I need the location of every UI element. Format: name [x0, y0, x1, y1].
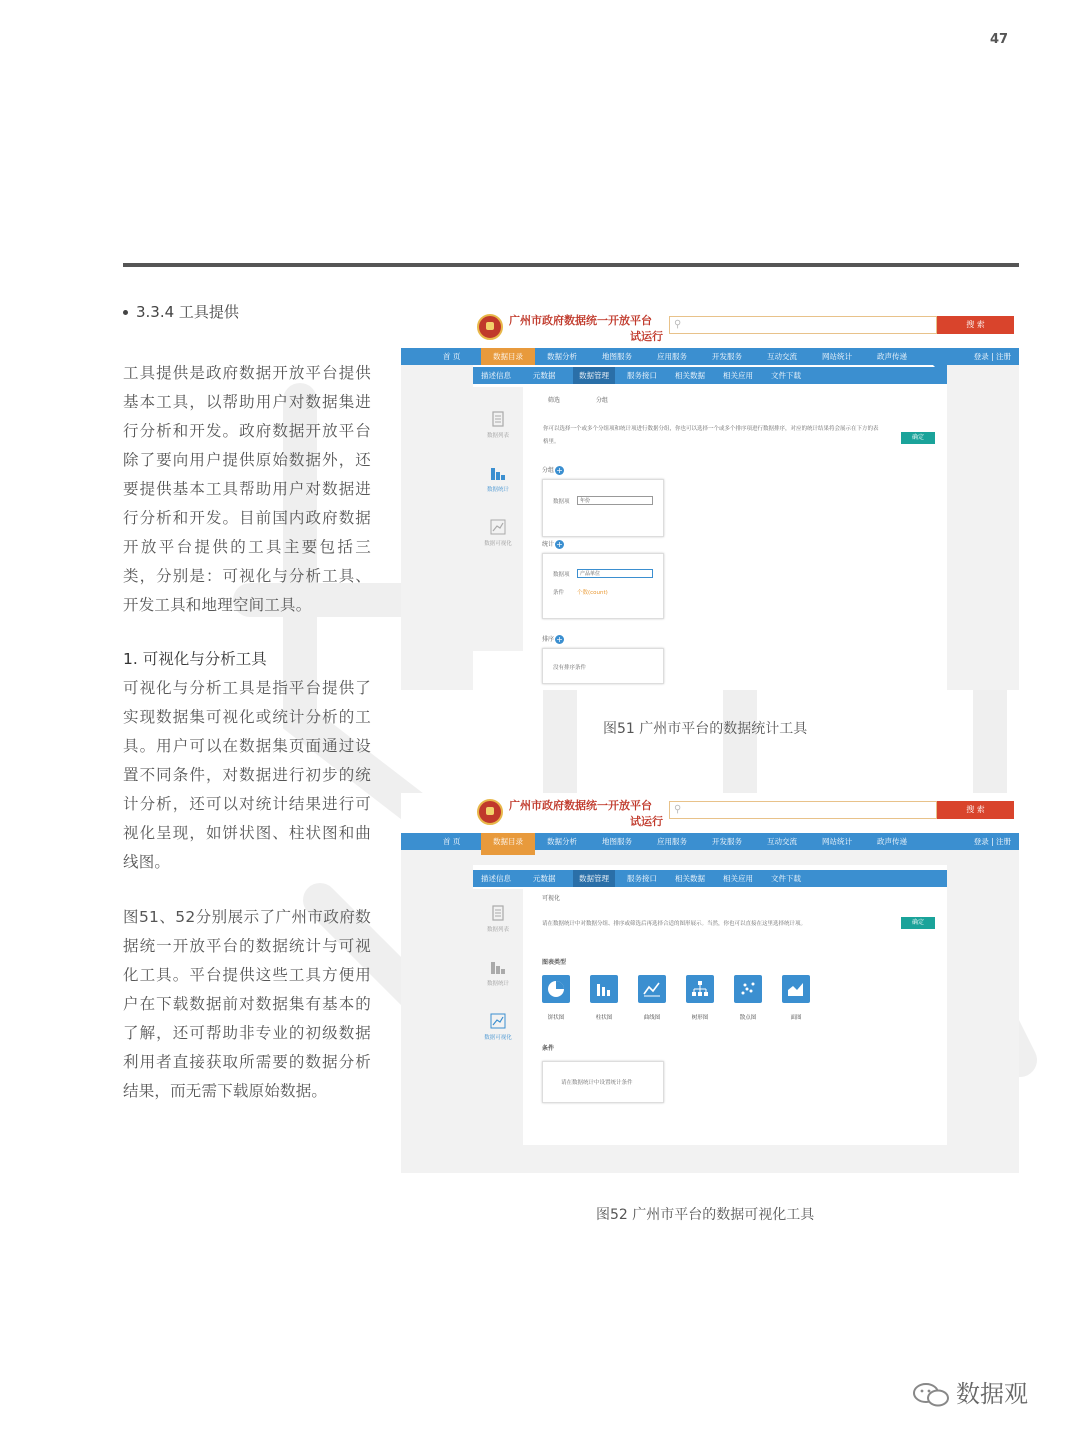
sidebar-item-visualization[interactable] [473, 1013, 523, 1041]
document-icon [490, 905, 506, 921]
nav-home[interactable]: 首 页 [443, 352, 461, 361]
line-chart-icon [490, 519, 506, 535]
visualization-content [539, 893, 939, 1143]
visualization-instruction: 请在数据统计中对数据分组、排序或筛选后再选择合适的图形展示。当然，你也可以直接在这里选择统计项。 [542, 921, 807, 927]
wechat-icon [912, 1382, 952, 1408]
tab-file-download[interactable]: 文件下载 [771, 371, 801, 380]
site-title: 广州市政府数据统一开放平台 [509, 799, 652, 812]
sub-nav [473, 870, 947, 887]
nav-interaction[interactable]: 互动交流 [767, 837, 797, 846]
group-field-label: 数据项 [553, 499, 570, 505]
search-icon: ⚲ [674, 319, 682, 330]
add-stat-icon[interactable]: + [556, 540, 563, 549]
bar-chart-type-button[interactable] [590, 975, 618, 1003]
search-button[interactable]: 搜 索 [937, 801, 1014, 819]
text-column [123, 300, 371, 1106]
scatter-chart-icon [739, 980, 757, 998]
tab-file-download[interactable]: 文件下载 [771, 874, 801, 883]
data-panel [473, 365, 947, 690]
site-subtitle: 试运行 [630, 330, 663, 343]
nav-site-stats[interactable]: 网站统计 [822, 837, 852, 846]
group-section [542, 465, 564, 475]
sidebar [473, 387, 523, 651]
bar-chart-icon [490, 465, 506, 481]
nav-login[interactable]: 登录 | 注册 [973, 837, 1011, 846]
stat-cond-label: 条件 [553, 590, 565, 596]
tab-related-apps[interactable]: 相关应用 [723, 874, 753, 883]
stat-section [542, 539, 564, 549]
nav-data-analysis[interactable]: 数据分析 [547, 352, 577, 361]
tab-filter[interactable]: 筛选 [548, 397, 561, 404]
tab-metadata[interactable]: 元数据 [533, 371, 556, 380]
page-number: 47 [990, 32, 1009, 47]
nav-map-service[interactable]: 地图服务 [602, 352, 632, 361]
sidebar-label: 数据统计 [486, 487, 509, 493]
nav-data-catalog[interactable]: 数据目录 [481, 348, 535, 370]
site-header [401, 308, 1019, 348]
document-icon [490, 411, 506, 427]
add-group-icon[interactable]: + [556, 466, 563, 475]
main-nav [401, 833, 1019, 850]
paragraph-figures: 图51、52分别展示了广州市政府数据统一开放平台的数据统计与可视化工具。平台提供这些工具方便用户在下载数据前对数据集有基本的了解，还可帮助非专业的初级数据利用者直接获取所需要的数据分析结果，而无需下载原始数据。 [123, 908, 371, 1100]
top-divider [123, 263, 1019, 267]
sort-section [542, 634, 564, 644]
chart-type-label-tree: 树形图 [691, 1015, 709, 1021]
confirm-button[interactable]: 确定 [901, 917, 935, 929]
group-label: 分组 [542, 467, 555, 474]
section-heading-text: 3.3.4 工具提供 [136, 303, 239, 321]
sidebar-label: 数据可视化 [484, 1035, 512, 1041]
section-heading [123, 300, 371, 324]
emblem-icon [477, 799, 503, 825]
sidebar-item-data-list[interactable] [473, 905, 523, 933]
group-box [542, 479, 664, 537]
main-nav [401, 348, 1019, 365]
tab-data-management[interactable]: 数据管理 [573, 367, 615, 384]
sidebar-item-data-list[interactable] [473, 411, 523, 439]
site-title: 广州市政府数据统一开放平台 [509, 314, 652, 327]
stat-box [542, 553, 664, 619]
site-header [401, 793, 1019, 833]
figure-51-screenshot [401, 308, 1019, 690]
sidebar-label: 数据列表 [486, 433, 509, 439]
nav-login[interactable]: 登录 | 注册 [973, 352, 1011, 361]
area-chart-icon [787, 980, 805, 998]
sub-nav [473, 367, 947, 384]
brand-logo [912, 1374, 1028, 1409]
nav-site-stats[interactable]: 网站统计 [822, 352, 852, 361]
bar-chart-icon [595, 980, 613, 998]
data-panel [473, 865, 947, 1145]
nav-map-service[interactable]: 地图服务 [602, 837, 632, 846]
stat-field-select[interactable]: 产品单位 [577, 569, 653, 578]
corner-tab-icon [933, 365, 947, 379]
sidebar-label: 数据列表 [486, 927, 509, 933]
stat-field-label: 数据项 [553, 572, 570, 578]
nav-policy[interactable]: 政声传递 [877, 352, 907, 361]
figure-51-caption: 图51 广州市平台的数据统计工具 [603, 721, 808, 737]
sidebar-item-data-stats[interactable] [473, 959, 523, 987]
chart-type-label: 图表类型 [542, 959, 567, 966]
tab-description[interactable]: 描述信息 [481, 371, 511, 380]
nav-data-analysis[interactable]: 数据分析 [547, 837, 577, 846]
chart-type-label-pie: 饼状图 [547, 1015, 565, 1021]
nav-app-service[interactable]: 应用服务 [657, 352, 687, 361]
stat-cond-value[interactable]: 个数(count) [577, 590, 608, 596]
nav-dev-service[interactable]: 开发服务 [712, 837, 742, 846]
chart-type-label-line: 曲线图 [643, 1015, 661, 1021]
tab-description[interactable]: 描述信息 [481, 874, 511, 883]
sidebar-item-visualization[interactable] [473, 519, 523, 547]
brand-name: 数据观 [956, 1380, 1028, 1408]
paragraph-intro: 工具提供是政府数据开放平台提供基本工具，以帮助用户对数据集进行分析和开发。政府数据开放平台除了要向用户提供原始数据外，还要提供基本工具帮助用户对数据进行分析和开发。目前国内政府数据开放平台提供的工具主要包括三类，分别是：可视化与分析工具、开发工具和地理空间工具。 [123, 364, 371, 614]
tab-metadata[interactable]: 元数据 [533, 874, 556, 883]
nav-dev-service[interactable]: 开发服务 [712, 352, 742, 361]
nav-home[interactable]: 首 页 [443, 837, 461, 846]
site-subtitle: 试运行 [630, 815, 663, 828]
tab-related-apps[interactable]: 相关应用 [723, 371, 753, 380]
tree-chart-icon [691, 980, 709, 998]
paragraph-visualization: 可视化与分析工具是指平台提供了实现数据集可视化或统计分析的工具。用户可以在数据集页面通过设置不同条件，对数据进行初步的统计分析，还可以对统计结果进行可视化呈现，如饼状图、柱状图和曲线图。 [123, 679, 371, 871]
subheading-visualization-tools: 1. 可视化与分析工具 [123, 650, 267, 668]
sort-label: 排序 [542, 636, 555, 643]
chart-type-label-scatter: 散点图 [739, 1015, 757, 1021]
nav-data-catalog[interactable]: 数据目录 [481, 833, 535, 855]
search-input[interactable] [669, 316, 937, 334]
line-chart-icon [643, 980, 661, 998]
figure-52-caption: 图52 广州市平台的数据可视化工具 [596, 1207, 815, 1223]
nav-policy[interactable]: 政声传递 [877, 837, 907, 846]
tab-service-api[interactable]: 服务接口 [627, 371, 657, 380]
nav-app-service[interactable]: 应用服务 [657, 837, 687, 846]
add-sort-icon[interactable]: + [556, 635, 563, 644]
stats-instruction: 你可以选择一个或多个分组项和统计项进行数据分组，你也可以选择一个或多个排序项进行数据排序，对应的统计结果将会展示在下方的表格里。 [543, 426, 879, 445]
condition-label: 条件 [542, 1045, 555, 1052]
sidebar-label: 数据统计 [486, 981, 509, 987]
pie-chart-type-button[interactable] [542, 975, 570, 1003]
chart-type-label-area: 面图 [790, 1015, 802, 1021]
tab-service-api[interactable]: 服务接口 [627, 874, 657, 883]
condition-hint: 请在数据统计中设置统计条件 [561, 1080, 633, 1086]
bullet-icon [123, 310, 128, 315]
tree-chart-type-button[interactable] [686, 975, 714, 1003]
sidebar-item-data-stats[interactable] [473, 465, 523, 493]
tab-related-data[interactable]: 相关数据 [675, 874, 705, 883]
nav-interaction[interactable]: 互动交流 [767, 352, 797, 361]
tab-related-data[interactable]: 相关数据 [675, 371, 705, 380]
stat-label: 统计 [542, 541, 555, 548]
sidebar [473, 889, 523, 1145]
search-input[interactable] [669, 801, 937, 819]
sidebar-label: 数据可视化 [484, 541, 512, 547]
tab-group[interactable]: 分组 [596, 397, 609, 404]
group-field-select[interactable]: 年份 [577, 496, 653, 505]
chart-type-label-bar: 柱状图 [595, 1015, 613, 1021]
line-chart-type-button[interactable] [638, 975, 666, 1003]
bar-chart-icon [490, 959, 506, 975]
confirm-button[interactable]: 确定 [901, 432, 935, 444]
pie-chart-icon [547, 980, 565, 998]
search-button[interactable]: 搜 索 [937, 316, 1014, 334]
sort-empty-text: 没有排序条件 [553, 665, 587, 671]
tab-data-management[interactable]: 数据管理 [573, 870, 615, 887]
visualization-heading: 可视化 [542, 895, 561, 902]
condition-box [542, 1061, 664, 1103]
stats-content [539, 395, 939, 685]
sort-box [542, 648, 664, 684]
line-chart-icon [490, 1013, 506, 1029]
search-icon: ⚲ [674, 804, 682, 815]
emblem-icon [477, 314, 503, 340]
figure-52-screenshot [401, 793, 1019, 1173]
area-chart-type-button[interactable] [782, 975, 810, 1003]
scatter-chart-type-button[interactable] [734, 975, 762, 1003]
